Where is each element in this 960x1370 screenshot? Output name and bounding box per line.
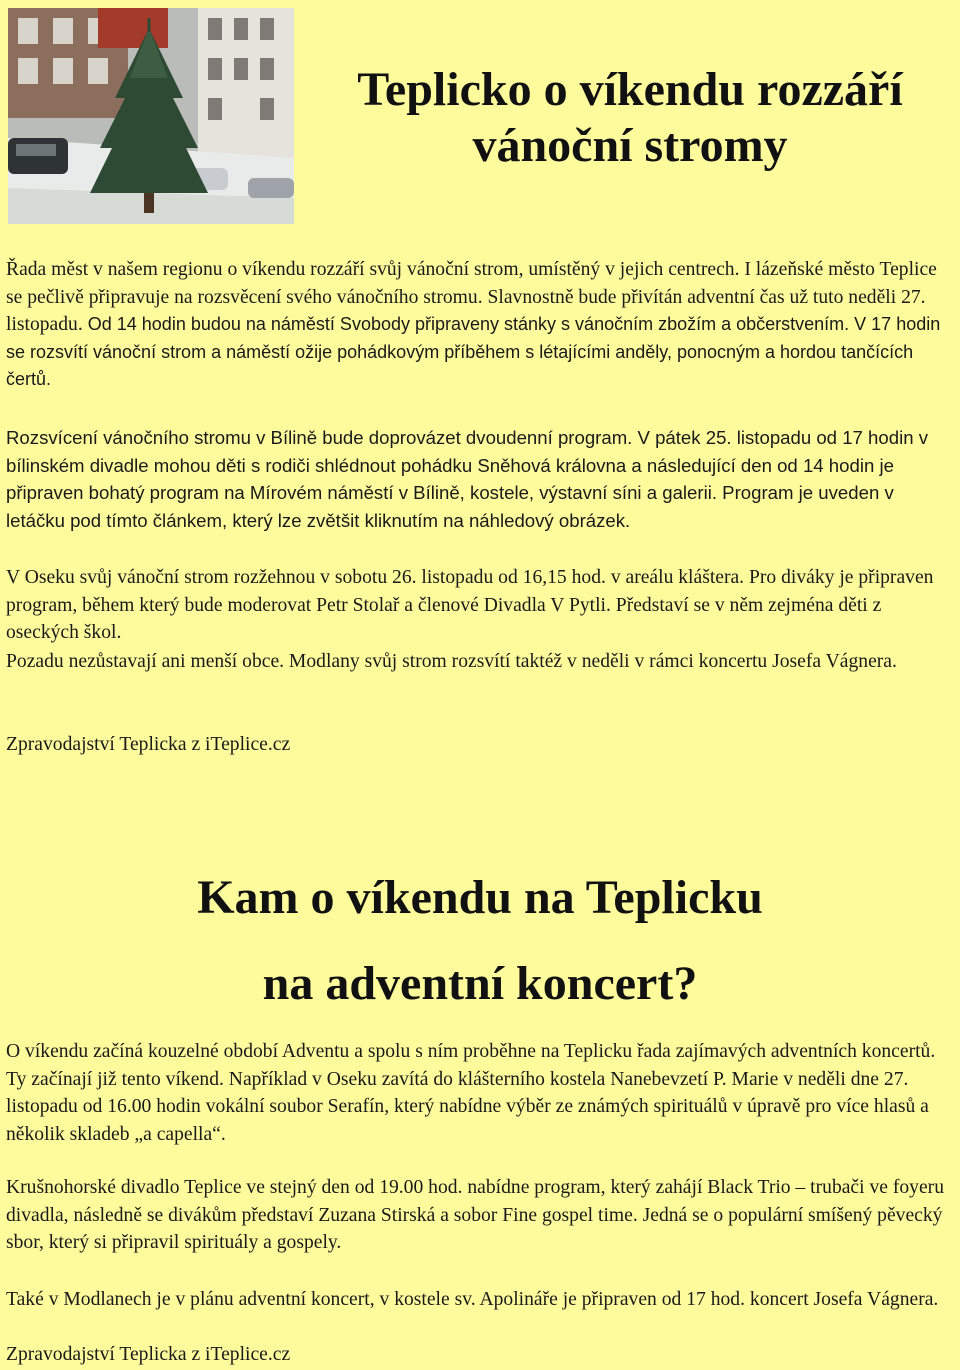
article1-title-line2: vánoční stromy <box>472 119 788 172</box>
article2-source: Zpravodajství Teplicka z iTeplice.cz <box>6 1344 291 1365</box>
article1-source: Zpravodajství Teplicka z iTeplice.cz <box>6 734 291 755</box>
article1-paragraph-1 <box>6 256 956 394</box>
article1-paragraph-1b: Od 14 hodin budou na náměstí Svobody připraveny stánky s vánočním zbožím a občerstvením. V 17 hodin se rozsvítí vánoční strom a náměstí ožije pohádkovým příběhem s létajícími anděly, ponocným a hordou tančících čertů. <box>6 314 941 389</box>
article2-title-line2: na adventní koncert? <box>262 957 698 1010</box>
article1-title-line1: Teplicko o víkendu rozzáří <box>357 63 903 116</box>
article1-paragraph-4: Pozadu nezůstavají ani menší obce. Modlany svůj strom rozsvítí taktéž v neděli v rámci koncertu Josefa Vágnera. <box>6 651 897 672</box>
article1-paragraph-2: Rozsvícení vánočního stromu v Bílině bude doprovázet dvoudenní program. V pátek 25. listopadu od 17 hodin v bílinském divadle mohou děti s rodiči shlédnout pohádku Sněhová královna a následující den od 14 hodin je připraven bohatý program na Mírovém náměstí v Bílině, kostele, výstavní síni a galerii. Program je uveden v letáčku pod tímto článkem, který lze zvětšit kliknutím na náhledový obrázek. <box>6 427 928 531</box>
article2-paragraph-1: O víkendu začíná kouzelné období Adventu a spolu s ním proběhne na Teplicku řada zajímavých adventních koncertů. Ty začínají již tento víkend. Například v Oseku zavítá do klášterního kostela Nanebevzetí P. Marie v neděli dne 27. listopadu od 16.00 hodin vokální soubor Serafín, který nabídne výběr ze známých spirituálů v úpravě pro více hlasů a několik skladeb „a capella“. <box>6 1041 936 1145</box>
article2-paragraph-3: Také v Modlanech je v plánu adventní koncert, v kostele sv. Apolináře je připraven od 17 hod. koncert Josefa Vágnera. <box>6 1289 939 1310</box>
article1-title <box>300 62 960 174</box>
article2-title-line1: Kam o víkendu na Teplicku <box>197 871 763 924</box>
article1-body <box>6 256 956 394</box>
article2-paragraph-2: Krušnohorské divadlo Teplice ve stejný den od 19.00 hod. nabídne program, který zahájí Black Trio – trubači ve foyeru divadla, následně se divákům představí Zuzana Stirská a sobor Fine gospel time. Jedná se o populární smíšený pěvecký sbor, který si připravil spirituály a gospely. <box>6 1177 945 1253</box>
article1-paragraph-1a: Řada měst v našem regionu o víkendu rozzáří svůj vánoční strom, umístěný v jejich centrech. I lázeňské město Teplice se pečlivě připravuje na rozsvěcení svého vánočního stromu. Slavnostně bude přivítán adventní čas už tuto neděli 27. listopadu. <box>6 259 937 335</box>
article1-paragraph-3: V Oseku svůj vánoční strom rozžehnou v sobotu 26. listopadu od 16,15 hod. v areálu kláštera. Pro diváky je připraven program, během který bude moderovat Petr Stolař a členové Divadla V Pytli. Představí se v něm zejména děti z oseckých škol. <box>6 567 934 643</box>
christmas-tree-photo <box>8 8 294 224</box>
